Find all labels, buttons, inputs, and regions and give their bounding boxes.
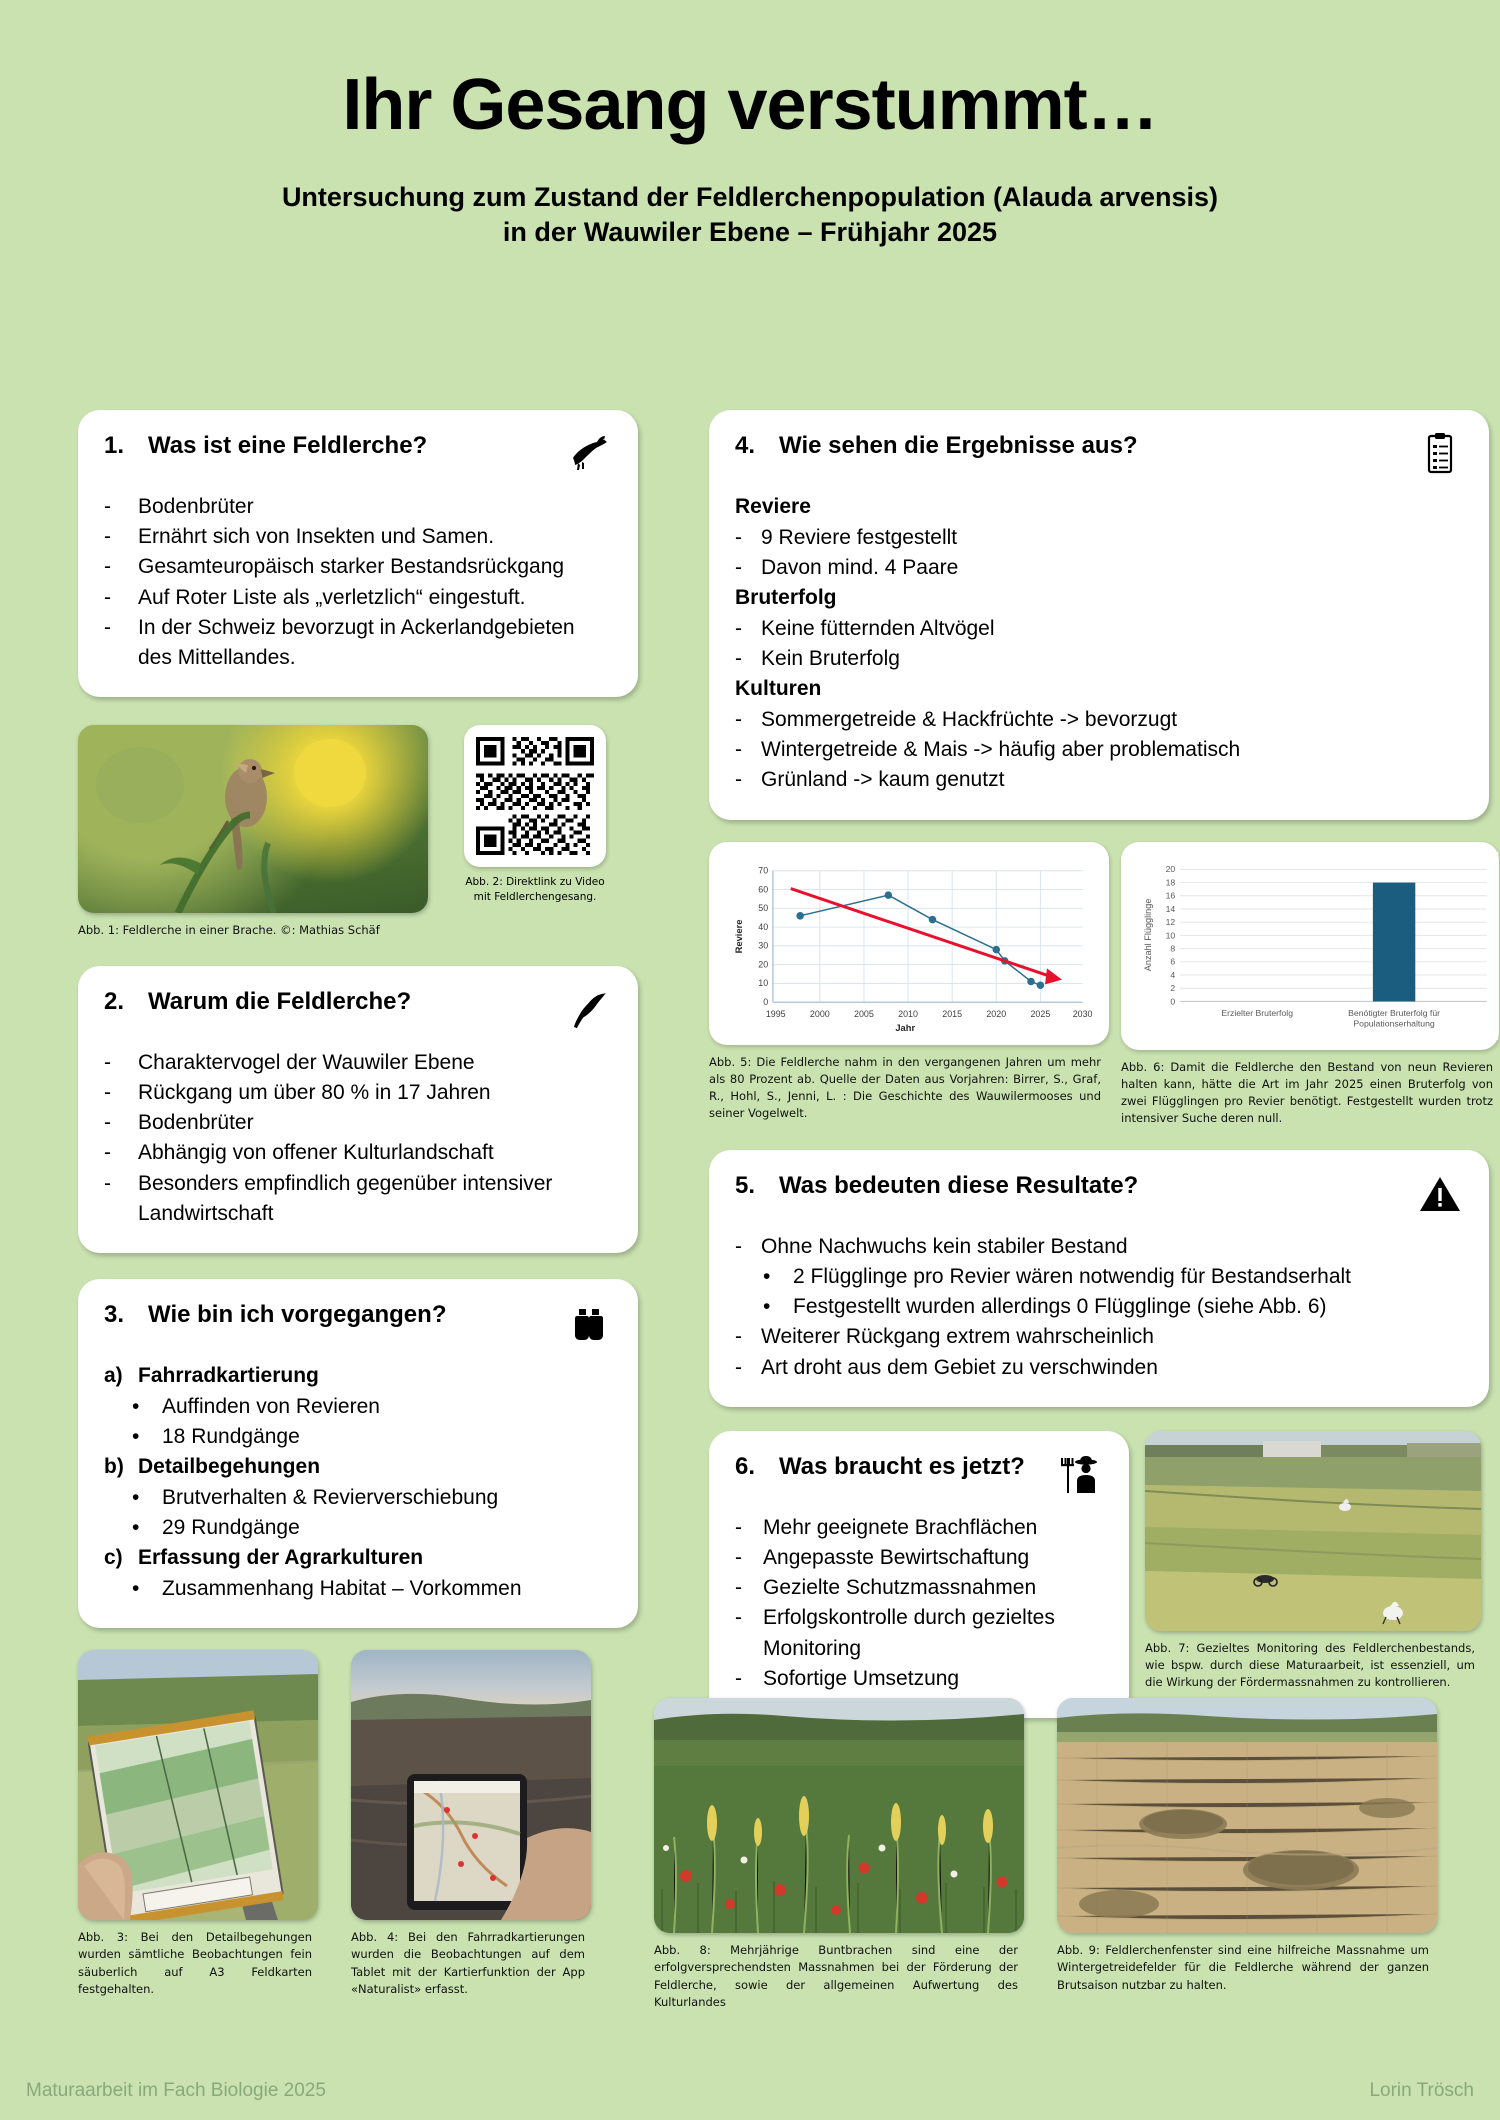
dash-marker: -	[104, 615, 111, 639]
photo-feldlerchenfenster	[1057, 1698, 1437, 1933]
group-heading: Detailbegehungen	[138, 1455, 321, 1479]
section-5-number: 5.	[735, 1171, 756, 1199]
svg-text:1995: 1995	[765, 1008, 786, 1019]
list-item	[735, 523, 1463, 553]
svg-text:6: 6	[1170, 956, 1176, 967]
section-5-title	[735, 1172, 1138, 1200]
dash-marker: -	[735, 647, 743, 671]
list-item-text: Ohne Nachwuchs kein stabiler Bestand	[761, 1234, 1128, 1258]
list-item-text: Auffinden von Revieren	[162, 1394, 380, 1418]
section-card-5	[709, 1150, 1489, 1407]
figure-9-caption: Abb. 9: Feldlerchenfenster sind eine hilfreiche Massnahme um Wintergetreidefelder für die Feldlerche während der ganzen Brutsaison nutzbar zu halten.	[1057, 1943, 1429, 1992]
list-group-b	[104, 1452, 612, 1483]
svg-text:14: 14	[1165, 903, 1176, 914]
svg-text:70: 70	[758, 865, 769, 876]
list-item	[104, 552, 612, 582]
abb6-chart	[1133, 852, 1499, 1040]
section-1-heading: Was ist eine Feldlerche?	[148, 432, 428, 459]
figure-8-caption: Abb. 8: Mehrjährige Buntbrachen sind eine der erfolgversprechendsten Massnahmen bei der Förderung der Feldlerche, sowie der allgemeinen Aufwertung des Kulturlandes	[654, 1943, 1018, 2009]
section-1-header	[104, 432, 612, 476]
svg-text:12: 12	[1165, 916, 1176, 927]
figure-2	[464, 725, 606, 904]
section-1-list	[104, 492, 612, 673]
svg-text:2015: 2015	[942, 1008, 963, 1019]
binoculars-icon	[566, 1301, 612, 1345]
charts-row	[709, 842, 1500, 1128]
bullet-marker: •	[132, 1576, 140, 1600]
section-5-heading: Was bedeuten diese Resultate?	[779, 1171, 1139, 1199]
list-item-text: Bodenbrüter	[138, 495, 254, 518]
section-3-list	[104, 1361, 612, 1604]
bar-label-0: Erzielter Bruterfolg	[1221, 1007, 1294, 1018]
section-2-heading: Warum die Feldlerche?	[148, 987, 412, 1015]
subtitle-line-1: Untersuchung zum Zustand der Feldlerchenpopulation (Alauda arvensis)	[281, 181, 1219, 212]
feather-icon	[566, 988, 612, 1032]
group-heading-reviere	[735, 492, 1463, 523]
dash-marker: -	[735, 1666, 743, 1690]
list-item-text: Sommergetreide & Hackfrüchte -> bevorzugt	[761, 707, 1178, 731]
svg-text:50: 50	[758, 902, 769, 913]
dash-marker: -	[735, 768, 743, 792]
dash-marker: -	[735, 555, 743, 579]
section-4-list	[735, 492, 1463, 796]
list-item	[735, 1322, 1463, 1352]
figure-3-caption: Abb. 3: Bei den Detailbegehungen wurden sämtliche Beobachtungen fein säuberlich auf A3 Feldkarten festgehalten.	[78, 1930, 312, 1996]
list-item	[104, 613, 612, 673]
list-item	[104, 583, 612, 613]
section-card-3	[78, 1279, 638, 1628]
section-2-number: 2.	[104, 987, 125, 1015]
section-card-1	[78, 410, 638, 697]
list-item-text: In der Schweiz bevorzugt in Ackerlandgebieten des Mittellandes.	[138, 615, 575, 670]
left-column	[78, 410, 691, 1718]
list-item	[735, 765, 1463, 795]
svg-text:2020: 2020	[986, 1008, 1007, 1019]
svg-text:2010: 2010	[898, 1008, 918, 1019]
list-item	[735, 614, 1463, 644]
list-group-c	[104, 1543, 612, 1574]
dash-marker: -	[735, 707, 743, 731]
list-item-text: Festgestellt wurden allerdings 0 Flügglinge (siehe Abb. 6)	[793, 1295, 1327, 1319]
bullet-marker: •	[132, 1394, 140, 1418]
group-heading: Erfassung der Agrarkulturen	[138, 1546, 424, 1570]
poster-body	[0, 410, 1500, 1718]
section-5-list	[735, 1232, 1463, 1383]
list-item	[104, 1138, 612, 1168]
photo-tablet	[351, 1650, 591, 1920]
clipboard-icon	[1417, 432, 1463, 476]
figure-1	[78, 725, 428, 939]
list-item	[104, 522, 612, 552]
section-6-title	[735, 1453, 1025, 1481]
list-item	[735, 1573, 1103, 1603]
dash-marker: -	[735, 1515, 743, 1539]
section-card-2	[78, 966, 638, 1253]
list-item-text: Auf Roter Liste als „verletzlich“ eingestuft.	[138, 585, 526, 609]
list-item-text: Sofortige Umsetzung	[763, 1666, 960, 1690]
svg-text:4: 4	[1170, 969, 1176, 980]
dash-marker: -	[104, 1080, 111, 1104]
abb5-ylabel: Reviere	[733, 919, 744, 954]
svg-text:2000: 2000	[809, 1008, 830, 1019]
bar-benoetigter-bruterfolg	[1373, 882, 1415, 1001]
group-label: b)	[104, 1455, 124, 1479]
svg-text:2030: 2030	[1072, 1008, 1093, 1019]
list-item-text: Grünland -> kaum genutzt	[761, 768, 1005, 792]
photo-fieldmap	[78, 1650, 318, 1920]
section-2-header	[104, 988, 612, 1032]
subtitle-line-2: in der Wauwiler Ebene – Frühjahr 2025	[502, 217, 998, 248]
list-item-text: Abhängig von offener Kulturlandschaft	[138, 1141, 494, 1165]
list-item	[735, 1262, 1463, 1292]
figure-3	[78, 1650, 318, 2011]
section-3-heading: Wie bin ich vorgegangen?	[148, 1301, 447, 1329]
figure-4-caption: Abb. 4: Bei den Fahrradkartierungen wurden die Beobachtungen auf dem Tablet mit der Kartierfunktion der App «Naturalist» erfasst.	[351, 1930, 585, 1996]
dash-marker: -	[104, 1050, 111, 1074]
poster-subtitle	[0, 180, 1500, 251]
dash-marker: -	[104, 495, 111, 518]
section-2-title	[104, 988, 411, 1016]
group-heading: Fahrradkartierung	[138, 1364, 319, 1388]
dash-marker: -	[735, 1325, 743, 1349]
list-item-text: Rückgang um über 80 % in 17 Jahren	[138, 1080, 491, 1104]
svg-text:18: 18	[1165, 877, 1176, 888]
list-item-text: Mehr geeignete Brachflächen	[763, 1515, 1038, 1539]
figure-4	[351, 1650, 591, 2011]
list-item	[735, 735, 1463, 765]
list-item-text: Gezielte Schutzmassnahmen	[763, 1576, 1037, 1600]
dash-marker: -	[735, 525, 743, 549]
list-item-text: Kein Bruterfolg	[761, 647, 900, 671]
section-1-number: 1.	[104, 432, 125, 459]
group-label: c)	[104, 1546, 123, 1570]
figure-5	[709, 842, 1109, 1128]
figure-7-caption: Abb. 7: Gezieltes Monitoring des Feldlerchenbestands, wie bspw. durch diese Maturaarbeit, ist essenziell, um die Wirkung der Fördermassnahmen zu kontrollieren.	[1145, 1640, 1476, 1690]
list-item	[104, 1108, 612, 1138]
section-6-heading: Was braucht es jetzt?	[779, 1452, 1025, 1480]
section-6-number: 6.	[735, 1452, 756, 1480]
svg-text:60: 60	[758, 883, 769, 894]
section-4-number: 4.	[735, 432, 756, 459]
list-item-text: Wintergetreide & Mais -> häufig aber problematisch	[761, 738, 1241, 762]
section-4-heading: Wie sehen die Ergebnisse aus?	[779, 432, 1138, 459]
svg-text:10: 10	[1165, 929, 1176, 940]
figure-9	[1057, 1650, 1437, 2011]
svg-text:20: 20	[758, 959, 769, 970]
section-6-header	[735, 1453, 1103, 1497]
list-item-text: Brutverhalten & Revierverschiebung	[162, 1485, 499, 1509]
list-item	[104, 492, 612, 522]
list-item-text: Keine fütternden Altvögel	[761, 616, 995, 640]
dash-marker: -	[735, 738, 743, 762]
figure-5-caption: Abb. 5: Die Feldlerche nahm in den vergangenen Jahren um mehr als 80 Prozent ab. Quelle der Daten aus Vorjahren: Birrer, S., Graf, R., Hohl, S., Jenni, L. : Die Geschichte des Wauwilermooses und seiner Vogelwelt.	[709, 1054, 1102, 1121]
right-column	[709, 410, 1500, 1718]
list-item-text: Erfolgskontrolle durch gezieltes Monitoring	[763, 1606, 1055, 1660]
group-heading: Reviere	[735, 495, 811, 518]
dash-marker: -	[735, 1234, 743, 1258]
list-item	[735, 1232, 1463, 1262]
list-item-text: 9 Reviere festgestellt	[761, 525, 958, 549]
warning-icon	[1417, 1172, 1463, 1216]
dash-marker: -	[104, 1111, 111, 1135]
bullet-marker: •	[132, 1424, 140, 1448]
list-item	[735, 1292, 1463, 1322]
list-item	[735, 1543, 1103, 1573]
bullet-marker: •	[763, 1295, 771, 1319]
footer-left: Maturaarbeit im Fach Biologie 2025	[26, 2080, 326, 2101]
dash-marker: -	[104, 525, 111, 549]
list-item	[104, 1078, 612, 1108]
dash-marker: -	[735, 616, 743, 640]
poster-header	[0, 0, 1500, 251]
figure-6-caption: Abb. 6: Damit die Feldlerche den Bestand von neun Revieren halten kann, hätte die Art im Jahr 2025 einen Bruterfolg von zwei Flügglingen pro Revier benötigt. Festgestellt wurden trotz intensiver Suche deren null.	[1121, 1059, 1494, 1126]
list-item	[735, 1513, 1103, 1543]
figure-1-row	[78, 725, 691, 939]
section-2-list	[104, 1048, 612, 1229]
list-item-text: Zusammenhang Habitat – Vorkommen	[162, 1576, 522, 1600]
figure-6	[1121, 842, 1499, 1128]
bar-label-1b: Populationserhaltung	[1353, 1018, 1435, 1029]
list-item	[735, 644, 1463, 674]
list-item	[104, 1169, 612, 1229]
bird-icon	[566, 432, 612, 476]
list-item	[735, 1353, 1463, 1383]
section-4-header	[735, 432, 1463, 476]
list-item-text: Bodenbrüter	[138, 1111, 254, 1135]
svg-text:2: 2	[1170, 982, 1176, 993]
section-1-title	[104, 432, 427, 460]
svg-text:8: 8	[1170, 943, 1176, 954]
section-card-4	[709, 410, 1489, 820]
qr-code-icon[interactable]	[476, 737, 594, 855]
list-item-text: 29 Rundgänge	[162, 1516, 300, 1540]
svg-text:16: 16	[1165, 890, 1176, 901]
list-item-text: Angepasste Bewirtschaftung	[763, 1546, 1030, 1570]
section-5-header	[735, 1172, 1463, 1216]
figure-8	[654, 1650, 1024, 2011]
svg-text:0: 0	[1170, 995, 1176, 1006]
bullet-marker: •	[763, 1264, 771, 1288]
group-heading-kulturen	[735, 674, 1463, 705]
dash-marker: -	[735, 1546, 743, 1570]
svg-text:40: 40	[758, 921, 769, 932]
dash-marker: -	[104, 1141, 111, 1165]
group-heading: Kulturen	[735, 677, 822, 701]
poster-footer	[0, 2080, 1500, 2102]
list-group-a	[104, 1361, 612, 1392]
svg-text:2025: 2025	[1030, 1008, 1051, 1019]
list-item-text: Ernährt sich von Insekten und Samen.	[138, 525, 495, 549]
photo-buntbrache	[654, 1698, 1024, 1933]
qr-card[interactable]	[464, 725, 606, 867]
list-item	[104, 1422, 612, 1452]
list-item	[735, 553, 1463, 583]
group-heading: Bruterfolg	[735, 586, 837, 610]
list-item	[104, 1392, 612, 1422]
figure-2-caption: Abb. 2: Direktlink zu Video mit Feldlerchengesang.	[465, 876, 605, 904]
abb6-ylabel: Anzahl Flügglinge	[1143, 898, 1154, 971]
svg-text:20: 20	[1165, 863, 1176, 874]
list-item-text: Art droht aus dem Gebiet zu verschwinden	[761, 1355, 1158, 1379]
abb5-chart	[721, 852, 1097, 1035]
dash-marker: -	[104, 1171, 111, 1195]
group-label: a)	[104, 1364, 123, 1388]
section-3-number: 3.	[104, 1301, 125, 1329]
footer-right: Lorin Trösch	[1369, 2080, 1474, 2101]
photo-skylark	[78, 725, 428, 913]
section-3-title	[104, 1301, 446, 1329]
dash-marker: -	[735, 1576, 743, 1600]
section-4-title	[735, 432, 1138, 460]
bar-label-1a: Benötigter Bruterfolg für	[1348, 1007, 1441, 1018]
page-title: Ihr Gesang verstummt…	[342, 65, 1158, 145]
svg-text:2005: 2005	[854, 1008, 874, 1019]
farmer-icon	[1057, 1453, 1103, 1497]
abb5-chart-card	[709, 842, 1109, 1045]
list-item-text: 2 Flügglinge pro Revier wären notwendig für Bestandserhalt	[793, 1264, 1352, 1288]
list-item-text: Gesamteuropäisch starker Bestandsrückgang	[138, 555, 565, 579]
list-item-text: Davon mind. 4 Paare	[761, 555, 959, 579]
abb5-xlabel: Jahr	[895, 1022, 916, 1033]
list-item-text: Weiterer Rückgang extrem wahrscheinlich	[761, 1325, 1154, 1349]
bullet-marker: •	[132, 1516, 140, 1540]
dash-marker: -	[735, 1355, 743, 1379]
svg-text:0: 0	[763, 996, 769, 1007]
dash-marker: -	[104, 585, 111, 609]
bottom-figure-strip	[78, 1650, 1437, 2011]
list-item-text: 18 Rundgänge	[162, 1424, 300, 1448]
list-item	[735, 705, 1463, 735]
bullet-marker: •	[132, 1485, 140, 1509]
list-item-text: Besonders empfindlich gegenüber intensiver Landwirtschaft	[138, 1171, 553, 1225]
svg-text:30: 30	[758, 940, 769, 951]
list-item-text: Charaktervogel der Wauwiler Ebene	[138, 1050, 475, 1074]
list-item	[104, 1048, 612, 1078]
dash-marker: -	[104, 555, 111, 579]
dash-marker: -	[735, 1606, 743, 1630]
figure-1-caption: Abb. 1: Feldlerche in einer Brache. ©: Mathias Schäf	[78, 923, 380, 938]
photo-monitoring-field	[1145, 1431, 1481, 1631]
list-item	[104, 1513, 612, 1543]
list-item	[104, 1574, 612, 1604]
section-3-header	[104, 1301, 612, 1345]
list-item	[104, 1483, 612, 1513]
abb6-chart-card	[1121, 842, 1499, 1050]
svg-text:10: 10	[758, 977, 769, 988]
group-heading-bruterfolg	[735, 583, 1463, 614]
